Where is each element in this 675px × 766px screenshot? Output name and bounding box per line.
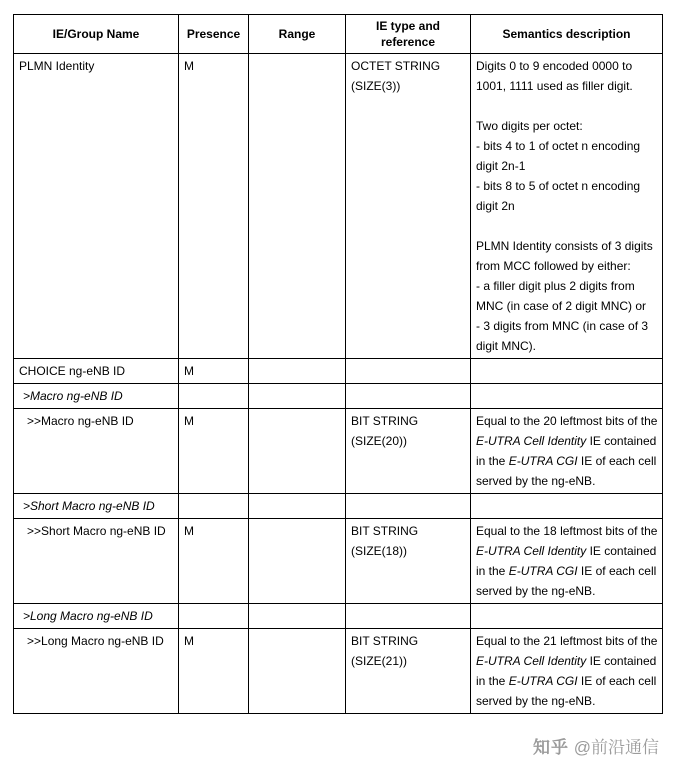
presence-cell	[179, 384, 249, 409]
table-row	[14, 604, 663, 629]
watermark	[529, 736, 663, 760]
semantics-cell	[471, 384, 663, 409]
ie-type-cell	[346, 384, 471, 409]
semantics-paragraph	[476, 521, 658, 601]
presence-cell: M	[179, 409, 249, 494]
ie-group-name-cell: >>Macro ng-eNB ID	[14, 409, 179, 494]
ie-type-cell: BIT STRING (SIZE(20))	[346, 409, 471, 494]
ie-type-cell	[346, 359, 471, 384]
table-row	[14, 359, 663, 384]
ie-group-name-cell: CHOICE ng-eNB ID	[14, 359, 179, 384]
spec-table-body	[14, 54, 663, 714]
semantics-paragraph	[476, 236, 658, 276]
table-row	[14, 384, 663, 409]
column-header-ie-group-name: IE/Group Name	[14, 15, 179, 54]
semantics-paragraph	[476, 411, 658, 491]
column-header-ie-type: IE type and reference	[346, 15, 471, 54]
ie-definition-table	[13, 14, 663, 714]
italic-term: E-UTRA CGI	[508, 454, 578, 468]
text-segment: - 3 digits from MNC (in case of 3 digit MNC).	[476, 319, 649, 353]
ie-type-cell: OCTET STRING (SIZE(3))	[346, 54, 471, 359]
range-cell	[249, 54, 346, 359]
italic-term: E-UTRA CGI	[508, 674, 578, 688]
presence-cell: M	[179, 359, 249, 384]
semantics-paragraph	[476, 116, 658, 136]
semantics-paragraph	[476, 56, 658, 96]
ie-group-name-cell: >>Long Macro ng-eNB ID	[14, 629, 179, 714]
text-segment: IE of each cell served by the ng-eNB.	[476, 674, 657, 708]
text-segment: Equal to the 21 leftmost bits of the	[476, 634, 658, 648]
presence-cell: M	[179, 519, 249, 604]
ie-type-cell	[346, 604, 471, 629]
semantics-paragraph	[476, 276, 658, 316]
semantics-cell	[471, 494, 663, 519]
semantics-cell	[471, 409, 663, 494]
text-segment: - a filler digit plus 2 digits from MNC (in case of 2 digit MNC) or	[476, 279, 647, 313]
ie-group-name-cell: >>Short Macro ng-eNB ID	[14, 519, 179, 604]
range-cell	[249, 494, 346, 519]
semantics-cell	[471, 54, 663, 359]
semantics-paragraph	[476, 216, 658, 236]
range-cell	[249, 604, 346, 629]
range-cell	[249, 384, 346, 409]
text-segment: IE of each cell served by the ng-eNB.	[476, 564, 657, 598]
text-segment: Two digits per octet:	[476, 119, 583, 133]
italic-term: E-UTRA Cell Identity	[476, 544, 587, 558]
semantics-paragraph	[476, 631, 658, 711]
semantics-paragraph	[476, 96, 658, 116]
semantics-cell	[471, 519, 663, 604]
ie-type-cell: BIT STRING (SIZE(18))	[346, 519, 471, 604]
text-segment: IE of each cell served by the ng-eNB.	[476, 454, 657, 488]
text-segment: Digits 0 to 9 encoded 0000 to 1001, 1111 used as filler digit.	[476, 59, 633, 93]
text-segment: IE contained in the	[476, 654, 657, 688]
column-header-range: Range	[249, 15, 346, 54]
zhihu-logo: 知乎	[533, 738, 569, 757]
semantics-paragraph	[476, 176, 658, 216]
semantics-cell	[471, 604, 663, 629]
column-header-semantics: Semantics description	[471, 15, 663, 54]
text-segment: IE contained in the	[476, 544, 657, 578]
table-row	[14, 409, 663, 494]
ie-group-name-cell: PLMN Identity	[14, 54, 179, 359]
range-cell	[249, 409, 346, 494]
semantics-paragraph	[476, 136, 658, 176]
presence-cell: M	[179, 629, 249, 714]
ie-group-name-cell: >Macro ng-eNB ID	[14, 384, 179, 409]
text-segment: Equal to the 18 leftmost bits of the	[476, 524, 658, 538]
watermark-text: @前沿通信	[573, 738, 659, 757]
italic-term: E-UTRA Cell Identity	[476, 434, 587, 448]
presence-cell: M	[179, 54, 249, 359]
text-segment: - bits 4 to 1 of octet n encoding digit 2n-1	[476, 139, 641, 173]
table-row	[14, 494, 663, 519]
ie-type-cell: BIT STRING (SIZE(21))	[346, 629, 471, 714]
presence-cell	[179, 604, 249, 629]
document-page	[13, 14, 663, 714]
ie-group-name-cell: >Long Macro ng-eNB ID	[14, 604, 179, 629]
header-row	[14, 15, 663, 54]
ie-type-cell	[346, 494, 471, 519]
presence-cell	[179, 494, 249, 519]
table-row	[14, 54, 663, 359]
semantics-paragraph	[476, 316, 658, 356]
range-cell	[249, 519, 346, 604]
text-segment: - bits 8 to 5 of octet n encoding digit 2n	[476, 179, 641, 213]
italic-term: E-UTRA Cell Identity	[476, 654, 587, 668]
table-row	[14, 519, 663, 604]
range-cell	[249, 359, 346, 384]
text-segment: IE contained in the	[476, 434, 657, 468]
italic-term: E-UTRA CGI	[508, 564, 578, 578]
text-segment: PLMN Identity consists of 3 digits from MCC followed by either:	[476, 239, 653, 273]
text-segment: Equal to the 20 leftmost bits of the	[476, 414, 658, 428]
column-header-presence: Presence	[179, 15, 249, 54]
table-row	[14, 629, 663, 714]
semantics-cell	[471, 629, 663, 714]
range-cell	[249, 629, 346, 714]
semantics-cell	[471, 359, 663, 384]
ie-group-name-cell: >Short Macro ng-eNB ID	[14, 494, 179, 519]
